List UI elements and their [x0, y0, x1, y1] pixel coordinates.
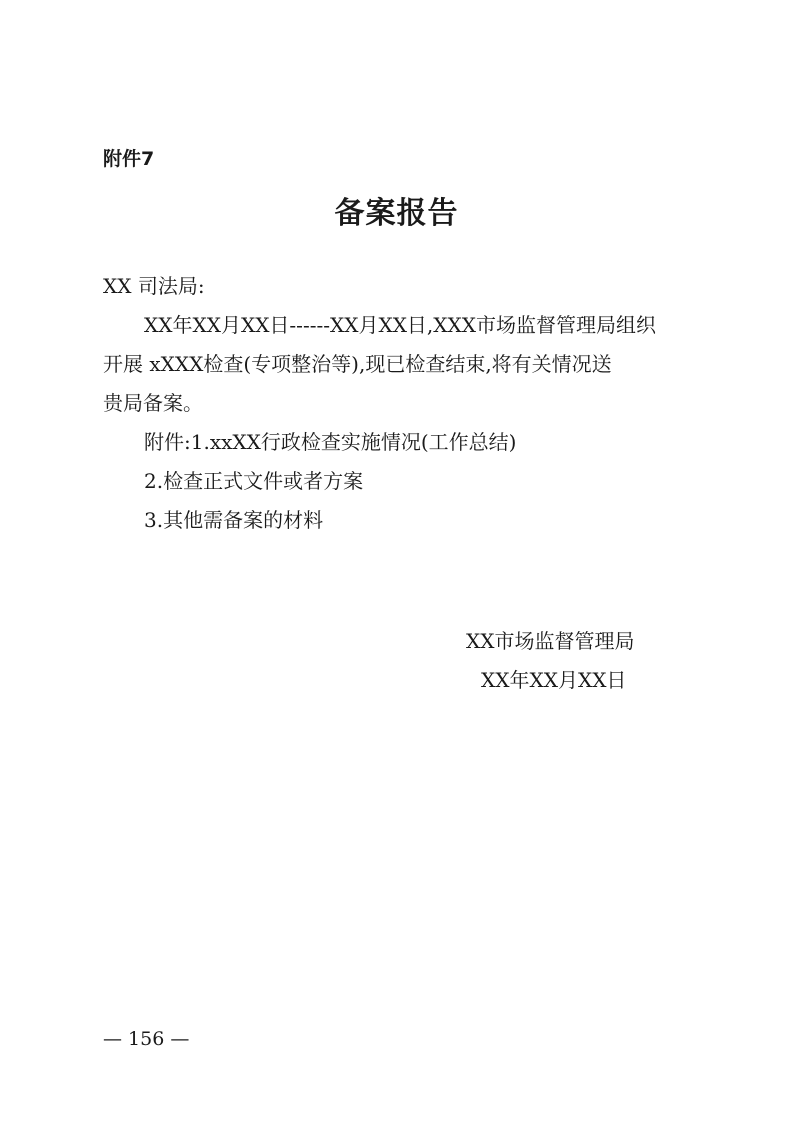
attachment-label: 附件7: [103, 148, 155, 170]
body-line-2: 开展 xXXX检查(专项整治等),现已检查结束,将有关情况送: [103, 352, 612, 376]
attachment-item-1: 附件:1.xxXX行政检查实施情况(工作总结): [144, 430, 517, 454]
document-title: 备案报告: [334, 196, 459, 231]
signature-organization: XX市场监督管理局: [466, 629, 635, 653]
page-number: — 156 —: [103, 1028, 190, 1050]
body-line-1: XX年XX月XX日------XX月XX日,XXX市场监督管理局组织: [144, 313, 657, 337]
signature-date: XX年XX月XX日: [481, 668, 627, 692]
signature-block: [0, 622, 634, 700]
attachment-item-3: 3.其他需备案的材料: [144, 508, 324, 532]
salutation: XX 司法局:: [103, 274, 205, 298]
document-body: [103, 267, 703, 540]
body-line-3: 贵局备案。: [103, 391, 203, 415]
attachment-item-2: 2.检查正式文件或者方案: [144, 469, 364, 493]
